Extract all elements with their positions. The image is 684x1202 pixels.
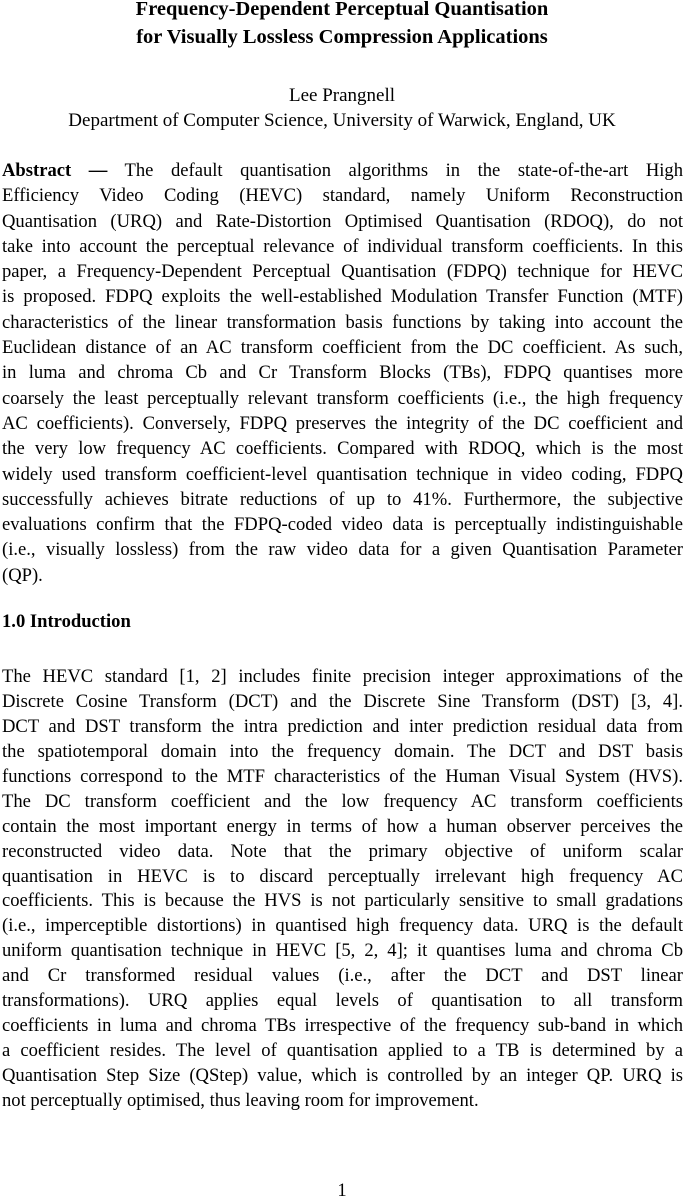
abstract-line: take into account the perceptual relevance of individual transform coefficients. In this [2, 235, 683, 257]
intro-line: The HEVC standard [1, 2] includes finite precision integer approximations of the [2, 666, 683, 687]
intro-line: The DC transform coefficient and the low frequency AC transform coefficients [2, 790, 683, 812]
abstract-line: successfully achieves bitrate reductions of up to 41%. Furthermore, the subjective [2, 488, 683, 510]
abstract [2, 158, 683, 588]
abstract-line: evaluations confirm that the FDPQ-coded video data is perceptually indistinguishable [2, 514, 683, 536]
intro-line: quantisation in HEVC is to discard perceptually irrelevant high frequency AC [2, 865, 683, 887]
abstract-line: characteristics of the linear transformation basis functions by taking into account the [2, 311, 683, 333]
intro-line: contain the most important energy in terms of how a human observer perceives the [2, 815, 683, 837]
affiliation: Department of Computer Science, University of Warwick, England, UK [68, 110, 616, 131]
intro-line: coefficients in luma and chroma TBs irrespective of the frequency sub-band in which [2, 1015, 683, 1037]
abstract-label: Abstract — [2, 160, 108, 181]
intro-line: and Cr transformed residual values (i.e., after the DCT and DST linear [2, 965, 683, 987]
intro-line: a coefficient resides. The level of quantisation applied to a TB is determined by a [2, 1040, 683, 1062]
intro-line: not perceptually optimised, thus leaving room for improvement. [2, 1089, 479, 1111]
intro-line: reconstructed video data. Note that the primary objective of uniform scalar [2, 840, 683, 862]
abstract-line: coarsely the least perceptually relevant transform coefficients (i.e., the high frequency [2, 387, 683, 409]
abstract-line: Euclidean distance of an AC transform coefficient from the DC coefficient. As such, [2, 337, 683, 359]
abstract-line: (i.e., visually lossless) from the raw video data for a given Quantisation Parameter [2, 539, 683, 561]
author: Lee Prangnell [288, 85, 396, 106]
abstract-line: is proposed. FDPQ exploits the well-established Modulation Transfer Function (MTF) [2, 286, 683, 308]
intro-line: DCT and DST transform the intra prediction and inter prediction residual data from [2, 715, 683, 737]
abstract-line: the very low frequency AC coefficients. Compared with RDOQ, which is the most [2, 438, 683, 460]
intro-line: Discrete Cosine Transform (DCT) and the Discrete Sine Transform (DST) [3, 4]. [2, 690, 683, 712]
abstract-line: (QP). [2, 564, 43, 586]
section-heading: 1.0 Introduction [2, 611, 131, 632]
abstract-line: paper, a Frequency-Dependent Perceptual Quantisation (FDPQ) technique for HEVC [2, 261, 683, 283]
intro-line: functions correspond to the MTF characteristics of the Human Visual System (HVS). [2, 765, 683, 787]
intro-line: uniform quantisation technique in HEVC [5, 2, 4]; it quantises luma and chroma Cb [2, 940, 683, 962]
intro-line: (i.e., imperceptible distortions) in quantised high frequency data. URQ is the default [2, 915, 683, 937]
abstract-text: The default quantisation algorithms in the state-of-the-art High [107, 160, 684, 181]
introduction-paragraph [2, 665, 683, 1114]
paper-title-line-1: Frequency-Dependent Perceptual Quantisation [135, 0, 549, 20]
abstract-line: AC coefficients). Conversely, FDPQ preserves the integrity of the DC coefficient and [2, 412, 683, 434]
intro-line: Quantisation Step Size (QStep) value, which is controlled by an integer QP. URQ is [2, 1065, 683, 1086]
intro-line: the spatiotemporal domain into the frequency domain. The DCT and DST basis [2, 740, 683, 762]
abstract-line [2, 158, 683, 183]
intro-line: transformations). URQ applies equal levels of quantisation to all transform [2, 990, 683, 1012]
abstract-line: in luma and chroma Cb and Cr Transform Blocks (TBs), FDPQ quantises more [2, 362, 683, 384]
page-number: 1 [337, 1180, 347, 1201]
abstract-line: Efficiency Video Coding (HEVC) standard, namely Uniform Reconstruction [2, 185, 683, 207]
intro-line: coefficients. This is because the HVS is not particularly sensitive to small gradations [2, 890, 683, 912]
abstract-line: Quantisation (URQ) and Rate-Distortion Optimised Quantisation (RDOQ), do not [2, 210, 683, 232]
paper-title-line-2: for Visually Lossless Compression Applications [136, 26, 548, 48]
abstract-line: widely used transform coefficient-level quantisation technique in video coding, FDPQ [2, 463, 683, 485]
